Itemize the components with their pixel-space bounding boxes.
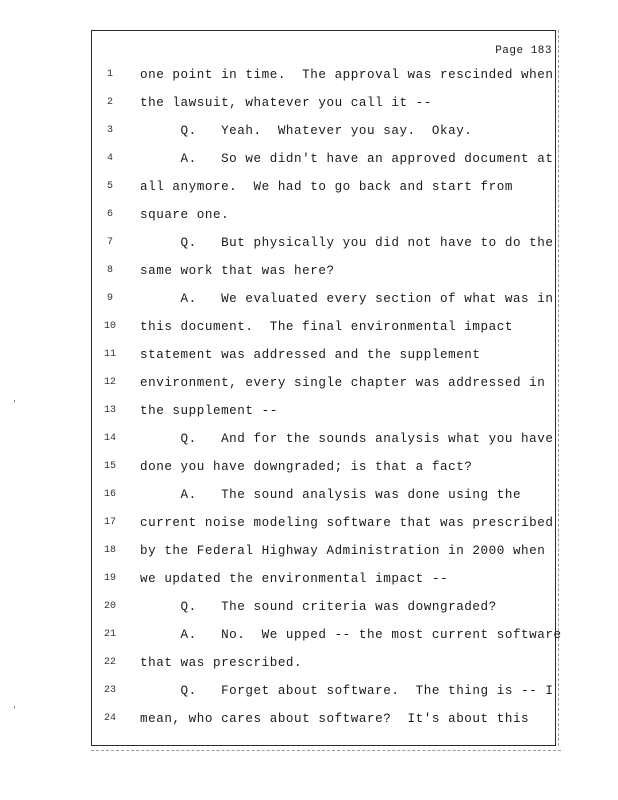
transcript-line [95, 173, 545, 201]
transcript-line [95, 61, 554, 89]
transcript-line [95, 285, 554, 313]
transcript-line [95, 705, 545, 733]
transcript-line [95, 677, 554, 705]
line-text: this document. The final environmental impact [140, 320, 513, 334]
transcript-line [95, 369, 545, 397]
line-text: all anymore. We had to go back and start from [140, 180, 513, 194]
line-number: 20 [103, 601, 116, 612]
line-number: 18 [103, 545, 116, 556]
left-margin-mark: ' [12, 400, 17, 409]
line-text: we updated the environmental impact -- [140, 572, 449, 586]
transcript-line [95, 509, 554, 537]
line-number: 14 [103, 433, 116, 444]
line-text: Q. Forget about software. The thing is -- I [140, 684, 554, 698]
line-text: current noise modeling software that was prescribed [140, 516, 554, 530]
transcript-line [95, 621, 562, 649]
bottom-edge-dashed-line [91, 750, 561, 751]
line-number: 22 [103, 657, 116, 668]
line-text: by the Federal Highway Administration in 2000 when [140, 544, 546, 558]
line-text: A. The sound analysis was done using the [140, 488, 522, 502]
line-number: 11 [103, 349, 116, 360]
line-number: 17 [103, 517, 116, 528]
line-number: 7 [106, 237, 113, 248]
line-text: Q. The sound criteria was downgraded? [140, 600, 497, 614]
line-text: Q. But physically you did not have to do the [140, 236, 554, 250]
line-number: 9 [106, 293, 113, 304]
line-text: A. So we didn't have an approved document at [140, 152, 554, 166]
transcript-line [95, 201, 545, 229]
transcript-line [95, 229, 554, 257]
line-number: 16 [103, 489, 116, 500]
line-number: 2 [106, 97, 113, 108]
line-number: 24 [103, 713, 116, 724]
line-number: 6 [106, 209, 113, 220]
transcript-lines [95, 61, 562, 733]
transcript-line [95, 649, 545, 677]
page-number: Page 183 [495, 45, 552, 57]
transcript-line [95, 425, 554, 453]
line-text: statement was addressed and the supplement [140, 348, 481, 362]
transcript-line [95, 565, 545, 593]
transcript-line [95, 481, 545, 509]
line-number: 21 [103, 629, 116, 640]
line-number: 23 [103, 685, 116, 696]
line-text: same work that was here? [140, 264, 335, 278]
line-text: the supplement -- [140, 404, 278, 418]
transcript-line [95, 397, 545, 425]
line-number: 15 [103, 461, 116, 472]
line-text: environment, every single chapter was addressed in [140, 376, 546, 390]
line-number: 12 [103, 377, 116, 388]
line-number: 3 [106, 125, 113, 136]
transcript-line [95, 145, 554, 173]
line-number: 4 [106, 153, 113, 164]
transcript-line [95, 593, 545, 621]
line-text: A. No. We upped -- the most current software [140, 628, 562, 642]
transcript-line [95, 117, 545, 145]
line-number: 10 [103, 321, 116, 332]
line-text: the lawsuit, whatever you call it -- [140, 96, 432, 110]
line-text: Q. And for the sounds analysis what you have [140, 432, 554, 446]
line-number: 1 [106, 69, 113, 80]
left-margin-mark-lower: ' [12, 706, 17, 715]
line-number: 19 [103, 573, 116, 584]
line-text: that was prescribed. [140, 656, 303, 670]
transcript-line [95, 341, 545, 369]
line-text: one point in time. The approval was rescinded when [140, 68, 554, 82]
line-number: 5 [106, 181, 113, 192]
line-text: Q. Yeah. Whatever you say. Okay. [140, 124, 473, 138]
transcript-line [95, 453, 545, 481]
line-text: square one. [140, 208, 230, 222]
line-number: 8 [106, 265, 113, 276]
transcript-line [95, 89, 545, 117]
line-text: mean, who cares about software? It's about this [140, 712, 530, 726]
transcript-line [95, 257, 545, 285]
line-text: A. We evaluated every section of what was in [140, 292, 554, 306]
transcript-line [95, 537, 545, 565]
transcript-line [95, 313, 545, 341]
line-text: done you have downgraded; is that a fact? [140, 460, 473, 474]
line-number: 13 [103, 405, 116, 416]
